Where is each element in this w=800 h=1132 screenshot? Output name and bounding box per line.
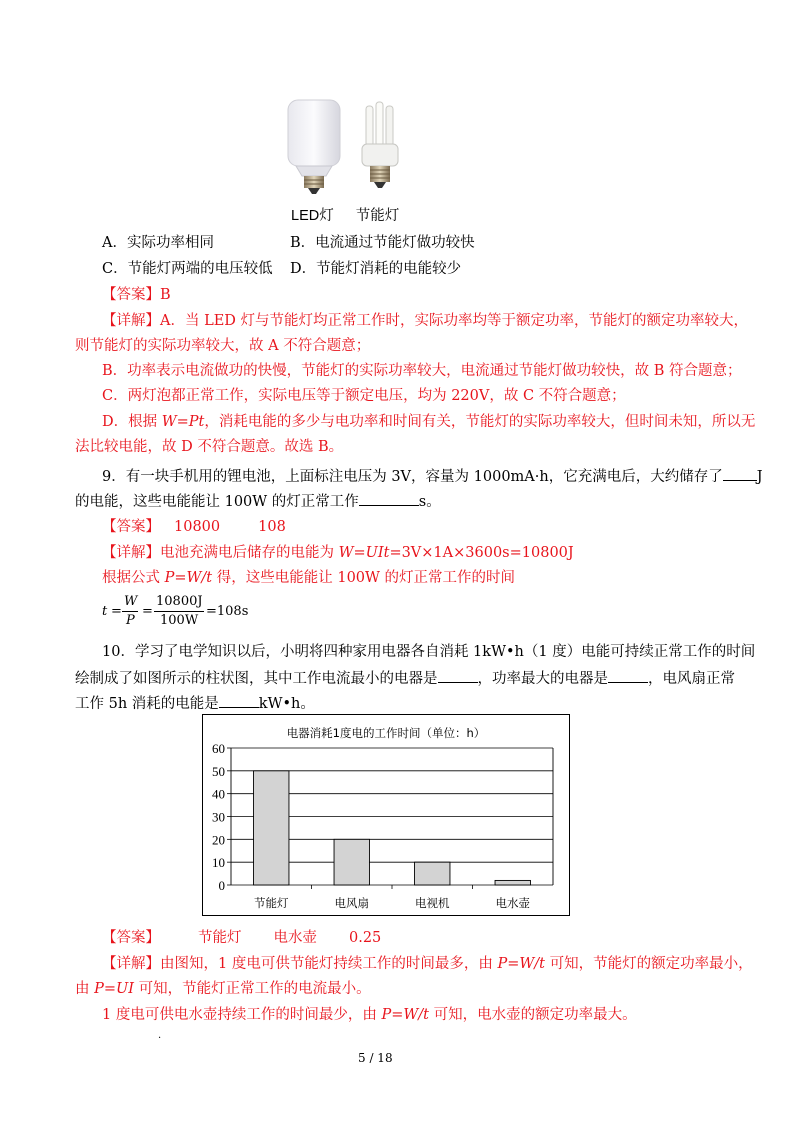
y-tick-label: 20 [212,832,225,848]
formula: P=W/t [381,1007,429,1023]
detail-text: 可知，节能灯的额定功率最小， [544,956,753,972]
eq-p: P [126,613,135,628]
question-text: J [756,469,763,485]
x-tick-label: 电风扇 [334,896,369,910]
option-b: B．电流通过节能灯做功较快 [290,235,475,251]
option-c: C．节能灯两端的电压较低 [102,261,273,277]
eq-t: t [102,604,108,619]
bulb-figure [282,96,422,196]
q9-line-1 [102,466,763,487]
cfl-bulb-graphic [362,102,398,188]
bar [254,771,289,885]
answer-value: B [160,287,171,303]
answer-label: 【答案】 [102,519,160,535]
eq-result: =108s [206,604,249,619]
led-bulb-graphic [288,100,340,194]
q9-detail-2 [102,568,515,588]
detail-text: D．根据 [102,414,162,430]
chart-title: 电器消耗1度电的工作时间（单位：h） [286,726,486,740]
detail-text: 可知，节能灯正常工作的电流最小。 [133,981,371,997]
q10-detail-3 [102,1005,637,1025]
option-a: A．实际功率相同 [102,235,214,251]
question-text: 工作 5h 消耗的电能是 [75,696,219,712]
eq-den: 100W [160,613,199,628]
bar [495,880,530,885]
y-tick-label: 30 [212,809,225,825]
formula: W=Pt [161,414,205,430]
eq-num: 10800J [156,594,203,609]
y-tick-label: 40 [212,786,225,802]
y-tick-label: 10 [212,855,225,871]
detail-text: ，消耗电能的多少与电功率和时间有关，节能灯的实际功率较大，但时间未知，所以无 [204,414,756,430]
eq-fraction-bar [154,611,204,612]
q10-line-2 [75,668,735,689]
question-text: 绘制成了如图所示的柱状图，其中工作电流最小的电器是 [75,671,438,687]
q10-detail-2 [75,979,371,999]
q8-detail-4a [102,412,755,432]
bar-chart-svg [203,715,569,915]
question-text: ，电风扇正常 [648,671,735,687]
q9-equation [102,594,262,634]
answer-blank [219,693,259,708]
answer-value: 节能灯 [198,930,242,946]
detail-text: 根据公式 [102,570,165,586]
formula: P=UI [94,981,134,997]
y-tick-label: 60 [212,741,225,756]
y-tick-label: 50 [212,763,225,779]
bulb-illustration [282,96,422,196]
q8-answer [102,285,171,305]
detail-text: 电池充满电后储存的电能为 [160,545,339,561]
q9-detail-1 [102,543,574,563]
stray-dot: . [158,1030,162,1041]
answer-label: 【答案】 [102,930,160,946]
q9-line-2 [75,491,441,512]
bar [415,862,450,885]
detail-text: =3V×1A×3600s=10800J [389,545,574,561]
question-text: 的电能，这些电能能让 100W 的灯正常工作 [75,494,359,510]
x-tick-label: 节能灯 [254,896,289,910]
q8-detail-3: C．两灯泡都正常工作，实际电压等于额定电压，均为 220V，故 C 不符合题意； [102,388,626,404]
detail-text: 由图知，1 度电可供节能灯持续工作的时间最多，由 [160,956,498,972]
caption-led: LED灯 [291,208,334,224]
answer-blank [608,668,648,683]
eq-fraction-bar [122,611,138,612]
detail-label: 【详解】 [102,545,160,561]
eq-w: W [124,594,138,609]
answer-blank [723,466,757,481]
detail-text: 可知，电水壶的额定功率最大。 [428,1007,637,1023]
figure-caption [291,206,399,226]
question-text: kW•h。 [258,696,315,712]
detail-text: 由 [75,981,95,997]
detail-text: 得，这些电能能让 100W 的灯正常工作的时间 [212,570,516,586]
answer-value: 10800 [174,519,221,535]
detail-text: 1 度电可供电水壶持续工作的时间最少，由 [102,1007,382,1023]
answer-value: 电水壶 [273,930,317,946]
bar [334,839,369,885]
eq-equals: = [142,604,153,619]
question-text: ，功率最大的电器是 [477,671,608,687]
x-tick-label: 电水壶 [495,896,530,910]
q9-answer [102,517,286,537]
answer-value: 108 [258,519,286,535]
q8-detail-1b: 则节能灯的实际功率较大，故 A 不符合题意； [75,338,371,354]
question-text: s。 [418,494,441,510]
answer-label: 【答案】 [102,287,160,303]
answer-blank [438,668,478,683]
q8-detail-2: B．功率表示电流做功的快慢，节能灯的实际功率较大，电流通过节能灯做功较快，故 B 符合题意； [102,363,742,379]
q10-detail-1 [102,954,753,974]
detail-label: 【详解】 [102,313,160,329]
q8-detail-1a [102,311,748,331]
eq-equals: = [111,604,122,619]
detail-label: 【详解】 [102,956,160,972]
answer-value: 0.25 [349,930,382,946]
formula: P=W/t [164,570,213,586]
page-number: 5 / 18 [358,1051,393,1065]
question-text: 9．有一块手机用的锂电池，上面标注电压为 3V，容量为 1000mA·h，它充满电后，大约储存了 [102,469,723,485]
x-tick-label: 电视机 [415,896,450,910]
detail-text: A．当 LED 灯与节能灯均正常工作时，实际功率均等于额定功率，节能灯的额定功率较大， [160,313,749,329]
formula: W=UIt [338,545,390,561]
q10-line-1: 10．学习了电学知识以后，小明将四种家用电器各自消耗 1kW•h（1 度）电能可持续正常工作的时间 [102,644,756,660]
caption-cfl: 节能灯 [355,208,400,224]
q10-answer [102,928,381,948]
q10-line-3 [75,693,315,714]
answer-blank [359,491,419,506]
y-tick-label: 0 [218,878,225,893]
q8-detail-4b: 法比较电能，故 D 不符合题意。故选 B。 [75,439,344,455]
formula: P=W/t [497,956,545,972]
bar-chart [202,714,570,916]
option-d: D．节能灯消耗的电能较少 [290,261,462,277]
